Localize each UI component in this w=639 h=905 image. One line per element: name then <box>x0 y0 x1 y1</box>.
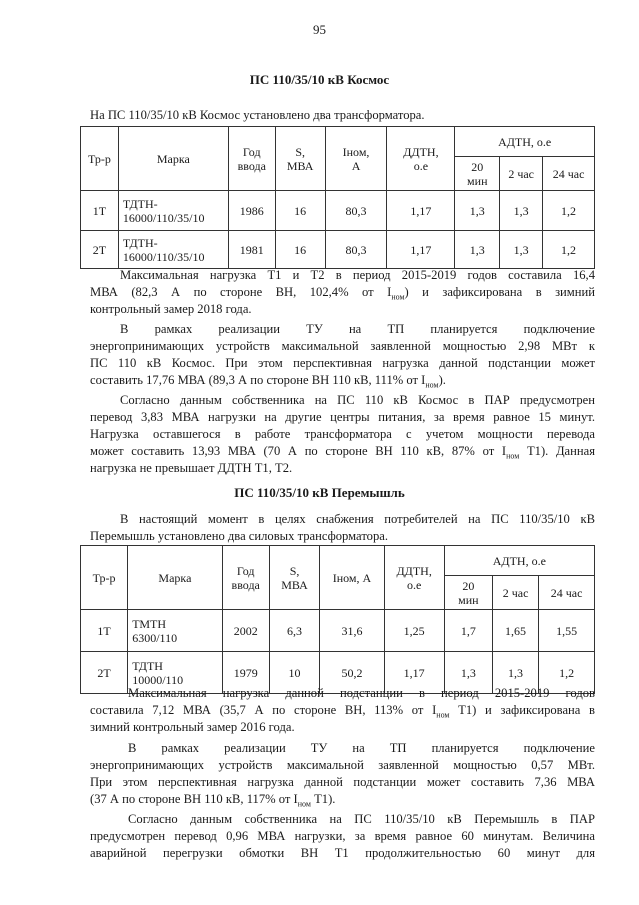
s2-p1-line2: составила 7,12 МВА (35,7 А по стороне ВН, 113% от $I_{ном}$ Т1) и зафиксирована в <box>90 703 596 720</box>
cell-inom: 80,3 <box>325 231 387 269</box>
table-row <box>81 191 595 231</box>
header-mark: Марка <box>118 127 228 191</box>
section2-intro-line2: Перемышль установлено два силовых трансформатора. <box>90 529 388 543</box>
cell-a20: 1,3 <box>455 231 500 269</box>
cell-ddtn: 1,25 <box>384 610 444 652</box>
s2-p1-line1: Максимальная нагрузка данной подстанции в период 2015-2019 годов <box>128 686 595 700</box>
section2-intro-line1: В настоящий момент в целях снабжения потребителей на ПС 110/35/10 кВ <box>120 512 595 526</box>
cell-inom: 31,6 <box>320 610 384 652</box>
cell-mark: ТДТН- 16000/110/35/10 <box>118 231 228 269</box>
cell-inom: 80,3 <box>325 191 387 231</box>
header-2h: 2 час <box>500 157 543 191</box>
page-number: 95 <box>313 22 326 37</box>
cell-tr: 1Т <box>81 191 119 231</box>
header-20min: 20 мин <box>455 157 500 191</box>
cell-tr: 2Т <box>81 652 128 694</box>
s1-p2-line3: ПС 110 кВ Космос. При этом перспективная нагрузка данной подстанции может <box>90 356 595 370</box>
header-year: Год ввода <box>222 546 269 610</box>
cell-year: 1986 <box>228 191 275 231</box>
cell-a24: 1,2 <box>543 231 595 269</box>
s1-p3-line2: перевод 3,83 МВА нагрузки на другие центры питания, за время равное 15 минут. <box>90 410 595 424</box>
section-title-peremyshl: ПС 110/35/10 кВ Перемышль <box>234 485 405 500</box>
cell-a20: 1,3 <box>455 191 500 231</box>
cell-a2: 1,3 <box>492 652 538 694</box>
s2-p2-line4: (37 А по стороне ВН 110 кВ, 117% от $I_{ном}$ Т1). <box>90 792 336 809</box>
cell-year: 1981 <box>228 231 275 269</box>
s2-p2-line2: энергопринимающих устройств максимальной заявленной мощностью 0,57 МВт. <box>90 758 595 772</box>
s2-p1-line3: зимний контрольный замер 2016 года. <box>90 720 295 734</box>
s2-p2-line1: В рамках реализации ТУ на ТП планируется подключение <box>128 741 595 755</box>
s1-p2-line1: В рамках реализации ТУ на ТП планируется подключение <box>120 322 595 336</box>
header-inom: Iном, А <box>325 127 387 191</box>
header-year: Год ввода <box>228 127 275 191</box>
cell-year: 1979 <box>222 652 269 694</box>
cell-s: 6,3 <box>269 610 319 652</box>
s2-p3-line2: предусмотрен перевод 0,96 МВА нагрузки, за время равное 60 минутам. Величина <box>90 829 595 843</box>
cell-tr: 2Т <box>81 231 119 269</box>
s1-p3-line3: Нагрузка оставшегося в работе трансформатора с учетом мощности перевода <box>90 427 595 441</box>
header-s: S, МВА <box>269 546 319 610</box>
cell-a24: 1,2 <box>543 191 595 231</box>
header-24h: 24 час <box>543 157 595 191</box>
cell-s: 16 <box>275 231 325 269</box>
s1-p1-line3: контрольный замер 2018 года. <box>90 302 252 316</box>
header-adtn: АДТН, о.е <box>444 546 594 576</box>
cell-ddtn: 1,17 <box>384 652 444 694</box>
cell-ddtn: 1,17 <box>387 231 455 269</box>
cell-a24: 1,55 <box>539 610 595 652</box>
cell-inom: 50,2 <box>320 652 384 694</box>
s1-p3-line5: нагрузка не превышает ДДТН Т1, Т2. <box>90 461 293 475</box>
transformer-table-peremyshl <box>80 545 595 694</box>
header-inom: Iном, А <box>320 546 384 610</box>
cell-a2: 1,3 <box>500 231 543 269</box>
cell-a20: 1,3 <box>444 652 492 694</box>
cell-s: 16 <box>275 191 325 231</box>
s2-p3-line1: Согласно данным собственника на ПС 110/35/10 кВ Перемышль в ПАР <box>128 812 595 826</box>
s2-p3-line3: аварийной перегрузки обмотки ВН Т1 продолжительностью 60 минут для <box>90 846 595 860</box>
header-adtn: АДТН, о.е <box>455 127 595 157</box>
header-tr: Тр-р <box>81 546 128 610</box>
header-ddtn: ДДТН, о.е <box>384 546 444 610</box>
s1-p3-line1: Согласно данным собственника на ПС 110 кВ Космос в ПАР предусмотрен <box>120 393 595 407</box>
cell-mark: ТДТН- 16000/110/35/10 <box>118 191 228 231</box>
section1-intro: На ПС 110/35/10 кВ Космос установлено два трансформатора. <box>90 108 425 122</box>
header-s: S, МВА <box>275 127 325 191</box>
section-title-kosmos: ПС 110/35/10 кВ Космос <box>249 72 390 87</box>
cell-mark: ТДТН 10000/110 <box>128 652 222 694</box>
s1-p3-line4: может составить 13,93 МВА (70 А по стороне ВН 110 кВ, 87% от $I_{ном}$ Т1). Данная <box>90 444 595 461</box>
cell-ddtn: 1,17 <box>387 191 455 231</box>
header-mark: Марка <box>128 546 222 610</box>
table-row <box>81 231 595 269</box>
cell-tr: 1Т <box>81 610 128 652</box>
cell-a24: 1,2 <box>539 652 595 694</box>
s1-p1-line2: МВА (82,3 А по стороне ВН, 102,4% от $I_{ном}$) и зафиксирована в зимний <box>90 285 595 302</box>
header-2h: 2 час <box>492 576 538 610</box>
cell-a2: 1,3 <box>500 191 543 231</box>
header-20min: 20 мин <box>444 576 492 610</box>
cell-mark: ТМТН 6300/110 <box>128 610 222 652</box>
table-row <box>81 610 595 652</box>
cell-year: 2002 <box>222 610 269 652</box>
cell-a2: 1,65 <box>492 610 538 652</box>
s1-p2-line2: энергопринимающих устройств максимальной заявленной мощностью 2,98 МВт к <box>90 339 595 353</box>
header-ddtn: ДДТН, о.е <box>387 127 455 191</box>
s2-p2-line3: При этом перспективная нагрузка данной подстанции может составить 7,36 МВА <box>90 775 595 789</box>
transformer-table-kosmos <box>80 126 595 269</box>
cell-s: 10 <box>269 652 319 694</box>
s1-p2-line4: составить 17,76 МВА (89,3 А по стороне ВН 110 кВ, 111% от $I_{ном}$). <box>90 373 446 390</box>
header-24h: 24 час <box>539 576 595 610</box>
header-tr: Тр-р <box>81 127 119 191</box>
s1-p1-line1: Максимальная нагрузка Т1 и Т2 в период 2015-2019 годов составила 16,4 <box>120 268 595 282</box>
cell-a20: 1,7 <box>444 610 492 652</box>
